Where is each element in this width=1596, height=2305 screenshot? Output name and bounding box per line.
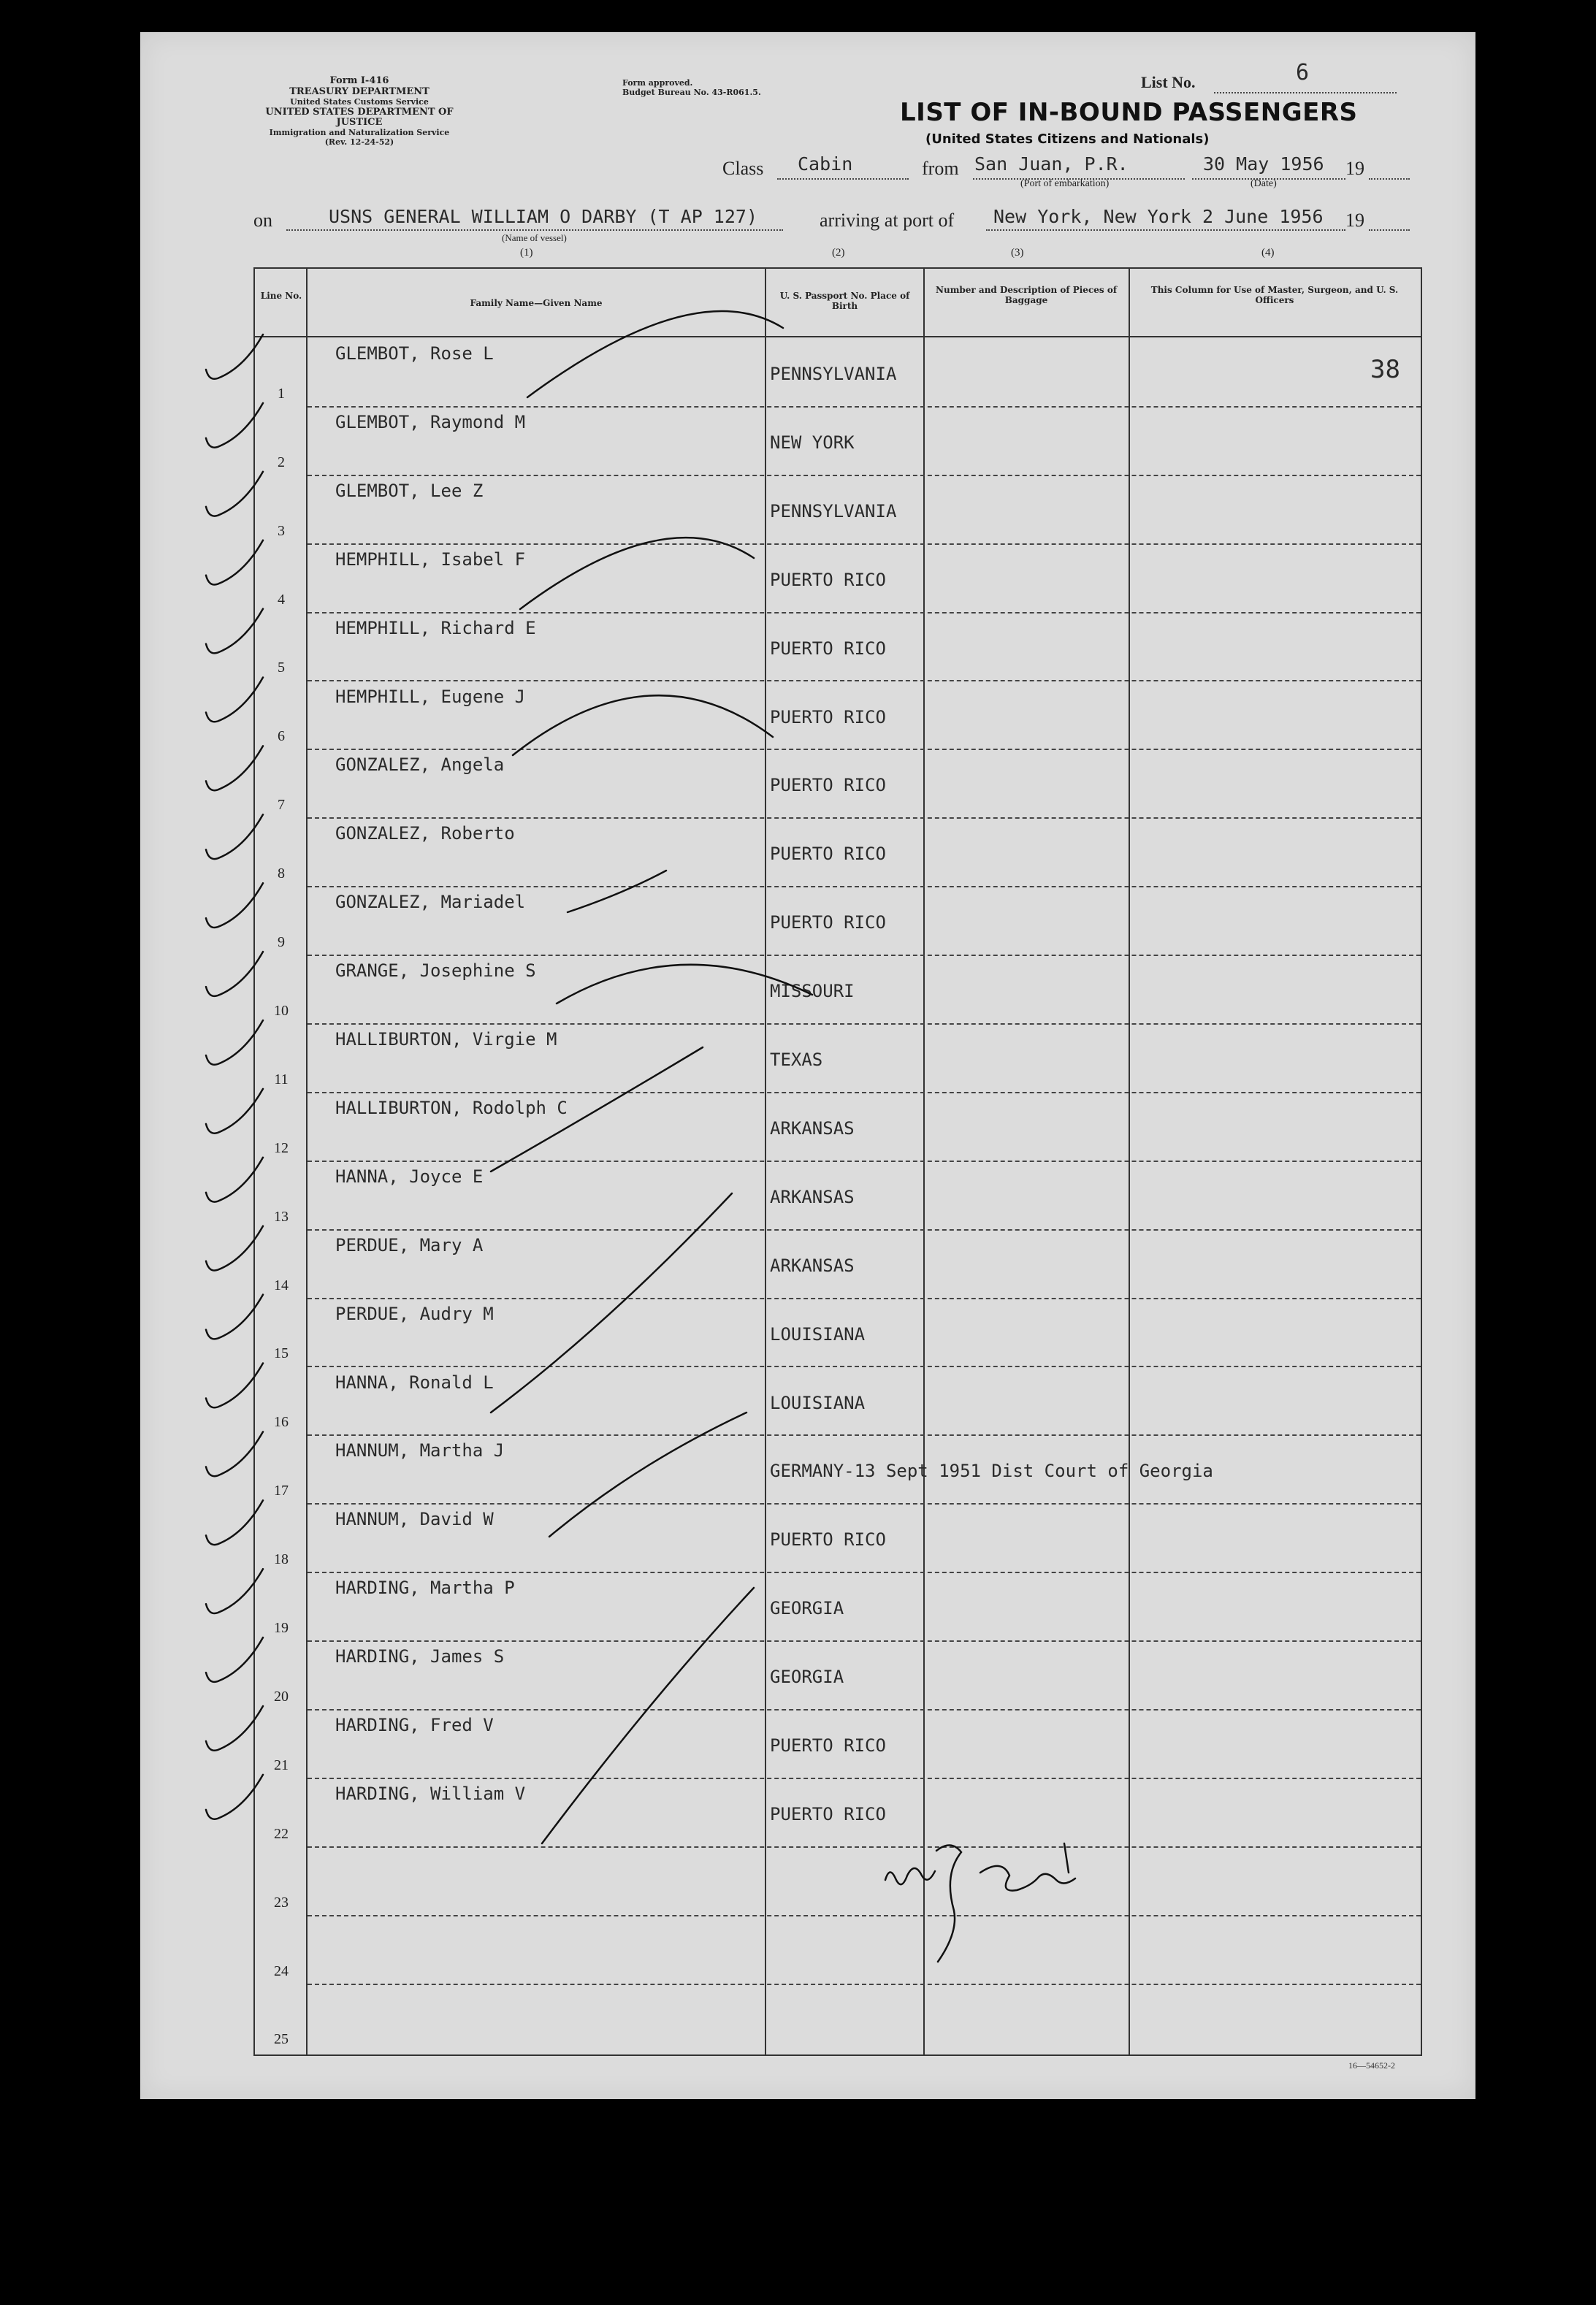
- table-row: [255, 476, 1421, 545]
- table-row: [255, 613, 1421, 682]
- table-row: [255, 750, 1421, 819]
- on-label: on: [253, 210, 272, 231]
- page-subtitle: (United States Citizens and Nationals): [925, 131, 1210, 147]
- arrival-value: New York, New York 2 June 1956: [993, 206, 1324, 227]
- table-row: [255, 1573, 1421, 1642]
- port-caption: (Port of embarkation): [1020, 178, 1110, 189]
- line-number: 14: [274, 1277, 289, 1293]
- th-name: Family Name—Given Name: [470, 298, 603, 308]
- table-row: [255, 1093, 1421, 1162]
- vessel-value: USNS GENERAL WILLIAM O DARBY (T AP 127): [329, 206, 757, 227]
- passenger-name: GONZALEZ, Angela: [335, 754, 505, 776]
- budget-bureau: Budget Bureau No. 43-R061.5.: [622, 87, 761, 97]
- passenger-name: GONZALEZ, Roberto: [335, 823, 515, 844]
- place-of-birth: PUERTO RICO: [770, 569, 886, 590]
- table-row: [255, 1436, 1421, 1505]
- year-suffix: 19: [1345, 158, 1364, 179]
- from-label: from: [922, 158, 959, 179]
- class-label: Class: [722, 158, 764, 179]
- class-line: [777, 178, 909, 180]
- table-row: [255, 1848, 1421, 1916]
- passenger-name: PERDUE, Mary A: [335, 1234, 484, 1255]
- place-of-birth: GEORGIA: [770, 1598, 844, 1619]
- passenger-name: HEMPHILL, Isabel F: [335, 548, 526, 570]
- class-value: Cabin: [798, 153, 853, 175]
- th-passport: U. S. Passport No. Place of Birth: [779, 291, 910, 312]
- table-row: [255, 1505, 1421, 1573]
- table-row: [255, 1710, 1421, 1779]
- manifest-page: [140, 32, 1475, 2099]
- passenger-name: HARDING, Fred V: [335, 1715, 494, 1735]
- th-line-no: Line No.: [260, 291, 302, 301]
- place-of-birth: PUERTO RICO: [770, 706, 886, 727]
- table-row: [255, 682, 1421, 751]
- table-row: [255, 1916, 1421, 1985]
- passenger-table: [253, 267, 1422, 2056]
- place-of-birth: TEXAS: [770, 1050, 823, 1070]
- passenger-count: 38: [1370, 355, 1400, 384]
- line-number: 11: [274, 1071, 289, 1087]
- date-caption: (Date): [1251, 178, 1277, 189]
- list-no-line: [1214, 92, 1397, 93]
- passenger-name: HANNA, Ronald L: [335, 1372, 494, 1393]
- line-number: 24: [274, 1962, 289, 1979]
- passenger-name: GLEMBOT, Rose L: [335, 343, 494, 364]
- passenger-name: HANNUM, Martha J: [335, 1440, 505, 1461]
- line-number: 23: [274, 1894, 289, 1911]
- from-value: San Juan, P.R.: [974, 153, 1129, 175]
- table-row: [255, 1299, 1421, 1368]
- passenger-name: HALLIBURTON, Virgie M: [335, 1029, 557, 1050]
- place-of-birth: NEW YORK: [770, 432, 855, 453]
- line-number: 4: [278, 591, 285, 608]
- passenger-name: HANNUM, David W: [335, 1509, 494, 1530]
- table-row: [255, 1231, 1421, 1299]
- place-of-birth: ARKANSAS: [770, 1186, 855, 1207]
- place-of-birth: PUERTO RICO: [770, 638, 886, 659]
- place-of-birth: PENNSYLVANIA: [770, 500, 897, 521]
- table-row: [255, 956, 1421, 1025]
- year-line-2: [1369, 229, 1410, 231]
- table-row: [255, 1025, 1421, 1093]
- line-number: 22: [274, 1825, 289, 1842]
- punch-hole: [56, 1858, 93, 1895]
- passenger-name: HEMPHILL, Eugene J: [335, 686, 526, 707]
- punch-hole: [56, 1997, 93, 2033]
- line-number: 1: [278, 385, 285, 402]
- year-suffix-2: 19: [1345, 210, 1364, 231]
- line-number: 12: [274, 1139, 289, 1156]
- punch-hole: [56, 251, 93, 288]
- place-of-birth: PUERTO RICO: [770, 1735, 886, 1756]
- place-of-birth: LOUISIANA: [770, 1323, 866, 1345]
- punch-hole: [56, 602, 93, 638]
- line-number: 16: [274, 1414, 289, 1431]
- line-number: 19: [274, 1620, 289, 1637]
- line-number: 6: [278, 728, 285, 745]
- customs-service: United States Customs Service: [290, 96, 429, 107]
- place-of-birth: LOUISIANA: [770, 1392, 866, 1413]
- justice-dept: UNITED STATES DEPARTMENT OF JUSTICE: [265, 106, 454, 129]
- col-num-3: (3): [1011, 247, 1024, 259]
- passenger-name: GONZALEZ, Mariadel: [335, 892, 526, 913]
- line-number: 13: [274, 1208, 289, 1225]
- revision: (Rev. 12-24-52): [324, 137, 394, 148]
- table-row: [255, 1779, 1421, 1848]
- line-number: 2: [278, 454, 285, 470]
- table-row: [255, 819, 1421, 887]
- place-of-birth: PENNSYLVANIA: [770, 364, 897, 384]
- year-line: [1369, 178, 1410, 180]
- col-num-4: (4): [1261, 247, 1275, 259]
- date-value: 30 May 1956: [1203, 153, 1324, 175]
- line-number: 18: [274, 1551, 289, 1568]
- table-row: [255, 408, 1421, 476]
- place-of-birth: ARKANSAS: [770, 1117, 855, 1139]
- vessel-caption: (Name of vessel): [502, 232, 567, 243]
- list-no-label: List No.: [1141, 73, 1196, 91]
- passenger-name: HALLIBURTON, Rodolph C: [335, 1097, 568, 1118]
- place-of-birth: PUERTO RICO: [770, 1529, 886, 1551]
- line-number: 8: [278, 865, 285, 882]
- arriving-label: arriving at port of: [820, 210, 955, 231]
- place-of-birth: PUERTO RICO: [770, 912, 886, 933]
- vessel-line: [286, 229, 783, 231]
- line-number: 21: [274, 1757, 289, 1773]
- table-row: [255, 545, 1421, 613]
- arrival-line: [986, 229, 1345, 231]
- passenger-name: PERDUE, Audry M: [335, 1303, 494, 1324]
- col-num-2: (2): [832, 247, 845, 259]
- form-approved: Form approved.: [622, 78, 693, 88]
- approval-block: [622, 79, 761, 97]
- table-row: [255, 1985, 1421, 2054]
- place-of-birth: PUERTO RICO: [770, 844, 886, 865]
- passenger-name: HARDING, James S: [335, 1646, 505, 1667]
- line-number: 3: [278, 522, 285, 539]
- treasury-dept: TREASURY DEPARTMENT: [289, 85, 429, 97]
- line-number: 25: [274, 2031, 289, 2048]
- passenger-name: HARDING, William V: [335, 1783, 526, 1804]
- place-of-birth: PUERTO RICO: [770, 1803, 886, 1824]
- passenger-name: GLEMBOT, Lee Z: [335, 480, 484, 501]
- passenger-name: GLEMBOT, Raymond M: [335, 411, 526, 432]
- ins-service: Immigration and Naturalization Service: [269, 128, 450, 138]
- form-agency-block: [250, 76, 469, 148]
- passenger-name: GRANGE, Josephine S: [335, 960, 536, 982]
- place-of-birth: MISSOURI: [770, 981, 855, 1002]
- list-no-value: 6: [1296, 60, 1310, 85]
- place-of-birth: ARKANSAS: [770, 1255, 855, 1276]
- line-number: 20: [274, 1688, 289, 1705]
- line-number: 10: [274, 1002, 289, 1019]
- header-rule: [255, 336, 1421, 337]
- passenger-name: HARDING, Martha P: [335, 1578, 515, 1599]
- th-officers: This Column for Use of Master, Surgeon, and U. S. Officers: [1150, 285, 1399, 306]
- table-row: [255, 1642, 1421, 1710]
- punch-hole: [56, 98, 93, 134]
- table-row: [255, 339, 1421, 408]
- place-of-birth: PUERTO RICO: [770, 775, 886, 796]
- col-num-1: (1): [520, 247, 533, 259]
- place-of-birth: GEORGIA: [770, 1667, 844, 1688]
- line-number: 5: [278, 660, 285, 676]
- table-row: [255, 1368, 1421, 1437]
- punch-hole: [56, 1398, 93, 1434]
- line-number: 9: [278, 934, 285, 951]
- form-footer-code: 16—54652-2: [1348, 2060, 1395, 2071]
- line-number: 7: [278, 797, 285, 814]
- table-row: [255, 887, 1421, 956]
- table-row: [255, 1162, 1421, 1231]
- line-number: 15: [274, 1345, 289, 1362]
- punch-hole: [56, 1047, 93, 1084]
- line-number: 17: [274, 1483, 289, 1499]
- place-of-birth: GERMANY-13 Sept 1951 Dist Court of Georgia: [770, 1461, 1213, 1482]
- th-baggage: Number and Description of Pieces of Baggage: [936, 285, 1117, 306]
- passenger-name: HEMPHILL, Richard E: [335, 617, 536, 638]
- passenger-name: HANNA, Joyce E: [335, 1166, 484, 1187]
- page-title: LIST OF IN-BOUND PASSENGERS: [900, 98, 1358, 127]
- form-number: Form I-416: [329, 75, 389, 86]
